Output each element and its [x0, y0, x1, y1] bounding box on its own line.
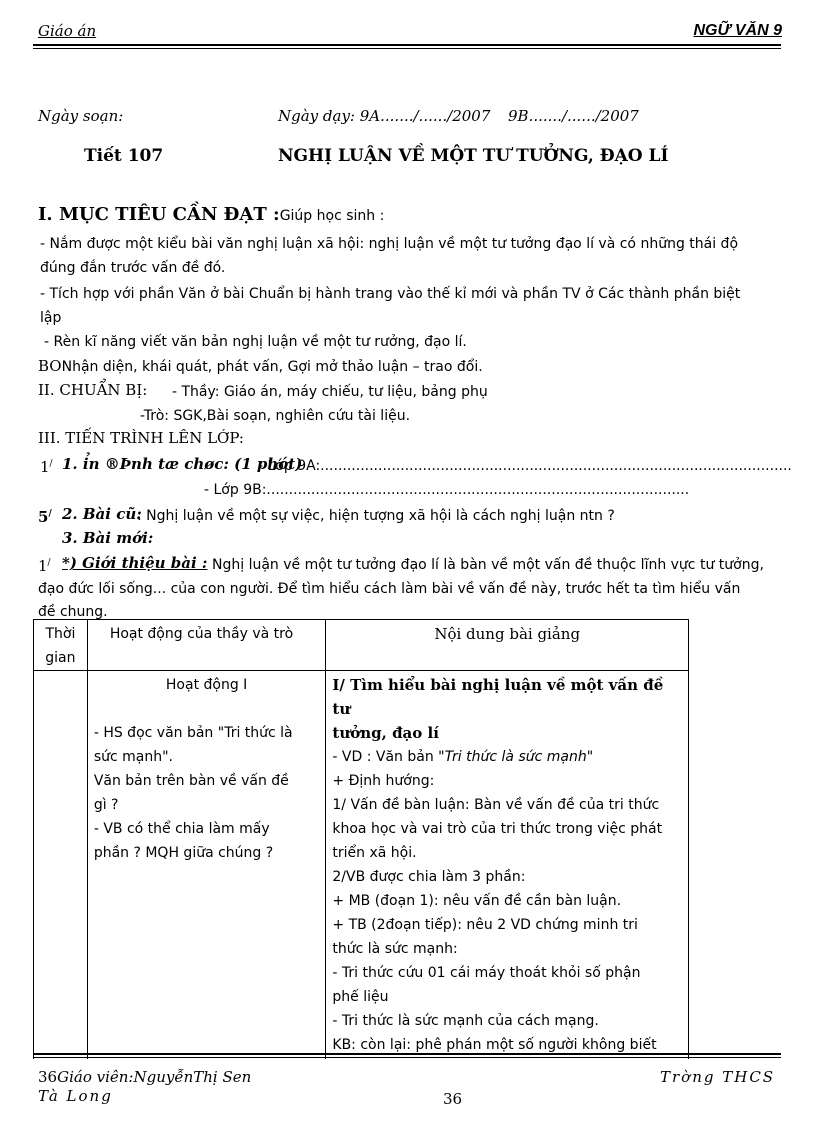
lesson-table	[33, 619, 689, 1059]
method-text: Nhận diện, khái quát, phát vấn, Gợi mở thảo luận – trao đổi.	[61, 359, 483, 375]
footer-teacher-name: Giáo viên:NguyễnThị Sen	[57, 1068, 252, 1086]
objective-line-2: đúng đắn trước vấn đề đó.	[40, 260, 226, 276]
content-title-1: I/ Tìm hiểu bài nghị luận về một vấn đề tư	[332, 676, 664, 718]
activity-line: - HS đọc văn bản "Tri thức là	[93, 725, 293, 741]
section1-heading-row	[38, 204, 384, 225]
content-line: 2/VB được chia làm 3 phần:	[332, 869, 526, 885]
date-taught-9b: 9B......./....../2007	[508, 107, 639, 125]
header-subject-label: NGỮ VĂN 9	[693, 22, 782, 39]
activity-line: - VB có thể chia làm mấy	[93, 821, 270, 837]
section2-heading: II. CHUẨN BỊ:	[38, 381, 148, 399]
prep-teacher: - Thầy: Giáo án, máy chiếu, tư liệu, bảng phụ	[172, 384, 488, 400]
time-marker-3: 1/	[38, 557, 51, 575]
section1-heading: I. MỤC TIÊU CẦN ĐẠT :	[38, 204, 280, 225]
header-activity: Hoạt động của thầy và trò	[87, 620, 326, 671]
intro-line-2: đạo đức lối sống... của con người. Để tìm hiểu cách làm bài về vấn đề này, trước hết ta tìm hiểu vấn	[38, 581, 741, 597]
intro-label: *) Giới thiệu bài :	[62, 554, 208, 572]
date-prepared: Ngày soạn:	[38, 107, 124, 125]
lesson-number: Tiết 107	[84, 146, 164, 166]
objective-line-4: lập	[40, 310, 62, 326]
footer-rule-thick	[33, 1053, 781, 1055]
table-header-row	[34, 620, 689, 671]
item2-label: 2. Bài cũ:	[62, 505, 142, 523]
activity-line: phần ? MQH giữa chúng ?	[93, 845, 274, 861]
cell-time	[34, 671, 88, 1060]
method-row	[38, 354, 483, 379]
content-vd-line: - VD : Văn bản "Tri thức là sức mạnh"	[332, 749, 594, 765]
item2-text: : Nghị luận về một sự việc, hiện tượng xã hội là cách nghị luận ntn ?	[137, 508, 615, 524]
content-line: thức là sức mạnh:	[332, 941, 458, 957]
footer-rule-thin	[33, 1057, 781, 1058]
content-line: 1/ Vấn đề bàn luận: Bàn về vấn đề của tri thức	[332, 797, 660, 813]
cell-activity	[87, 671, 326, 1060]
footer-place: Tà Long	[38, 1087, 113, 1105]
method-prefix: BO	[38, 357, 62, 375]
content-line: + Định hướng:	[332, 773, 435, 789]
content-line: + MB (đoạn 1): nêu vấn đề cần bàn luận.	[332, 893, 622, 909]
page-number: 36	[443, 1090, 463, 1108]
header-rule-thick	[33, 44, 781, 46]
content-line: - Tri thức cứu 01 cái máy thoát khỏi số phận	[332, 965, 641, 981]
footer-page-prefix: 36	[38, 1068, 58, 1086]
lesson-title: NGHỊ LUẬN VỀ MỘT TƯ TƯỞNG, ĐẠO LÍ	[278, 146, 669, 166]
section3-heading: III. TIẾN TRÌNH LÊN LỚP:	[38, 429, 244, 447]
content-line: khoa học và vai trò của tri thức trong việc phát	[332, 821, 663, 837]
objective-line-1: - Nắm được một kiểu bài văn nghị luận xã hội: nghị luận về một tư tưởng đạo lí và có những thái độ	[40, 236, 739, 252]
item1-class-9a: - Lớp 9A:..........................................................................................................	[258, 458, 792, 474]
time-marker-1: 1/	[40, 458, 53, 476]
section1-heading-suffix: Giúp học sinh :	[279, 208, 385, 224]
activity-line: sức mạnh".	[93, 749, 173, 765]
content-title-2: tưởng, đạo lí	[332, 724, 439, 742]
content-line: - Tri thức là sức mạnh của cách mạng.	[332, 1013, 599, 1029]
header-rule-thin	[33, 48, 781, 49]
time-marker-2: 5/	[38, 508, 52, 526]
intro-line-3: đề chung.	[38, 604, 108, 620]
objective-line-3: - Tích hợp với phần Văn ở bài Chuẩn bị hành trang vào thế kỉ mới và phần TV ở Các thành phần biệt	[40, 286, 741, 302]
item1-class-9b: - Lớp 9B:...............................................................................................	[204, 482, 690, 498]
content-line: phế liệu	[332, 989, 389, 1005]
header-time: Thời gian	[34, 620, 88, 671]
objective-line-5: - Rèn kĩ năng viết văn bản nghị luận về một tư rưởng, đạo lí.	[44, 334, 467, 350]
footer-school: Trờng THCS	[660, 1068, 776, 1086]
footer-teacher	[38, 1068, 251, 1106]
header-content: Nội dung bài giảng	[326, 620, 689, 671]
item1-label: 1. ỉn ®Þnh tæ chøc: (1 phót)	[62, 455, 303, 473]
content-line: triển xã hội.	[332, 845, 417, 861]
table-row	[34, 671, 689, 1060]
content-line: KB: còn lại: phê phán một số người không biết	[332, 1037, 657, 1053]
activity-line: gì ?	[93, 797, 119, 813]
cell-content	[326, 671, 689, 1060]
date-taught-9a: Ngày dạy: 9A......./....../2007	[278, 107, 491, 125]
item3-label: 3. Bài mới:	[62, 529, 154, 547]
header-left-label: Giáo án	[38, 22, 97, 40]
activity-title: Hoạt động I	[165, 677, 248, 693]
content-line: + TB (2đoạn tiếp): nêu 2 VD chứng minh tri	[332, 917, 638, 933]
prep-student: -Trò: SGK,Bài soạn, nghiên cứu tài liệu.	[140, 408, 411, 424]
intro-line-1: Nghị luận về một tư tưởng đạo lí là bàn về một vấn đề thuộc lĩnh vực tư tưởng,	[212, 557, 764, 573]
activity-line: Văn bản trên bàn về vấn đề	[93, 773, 289, 789]
